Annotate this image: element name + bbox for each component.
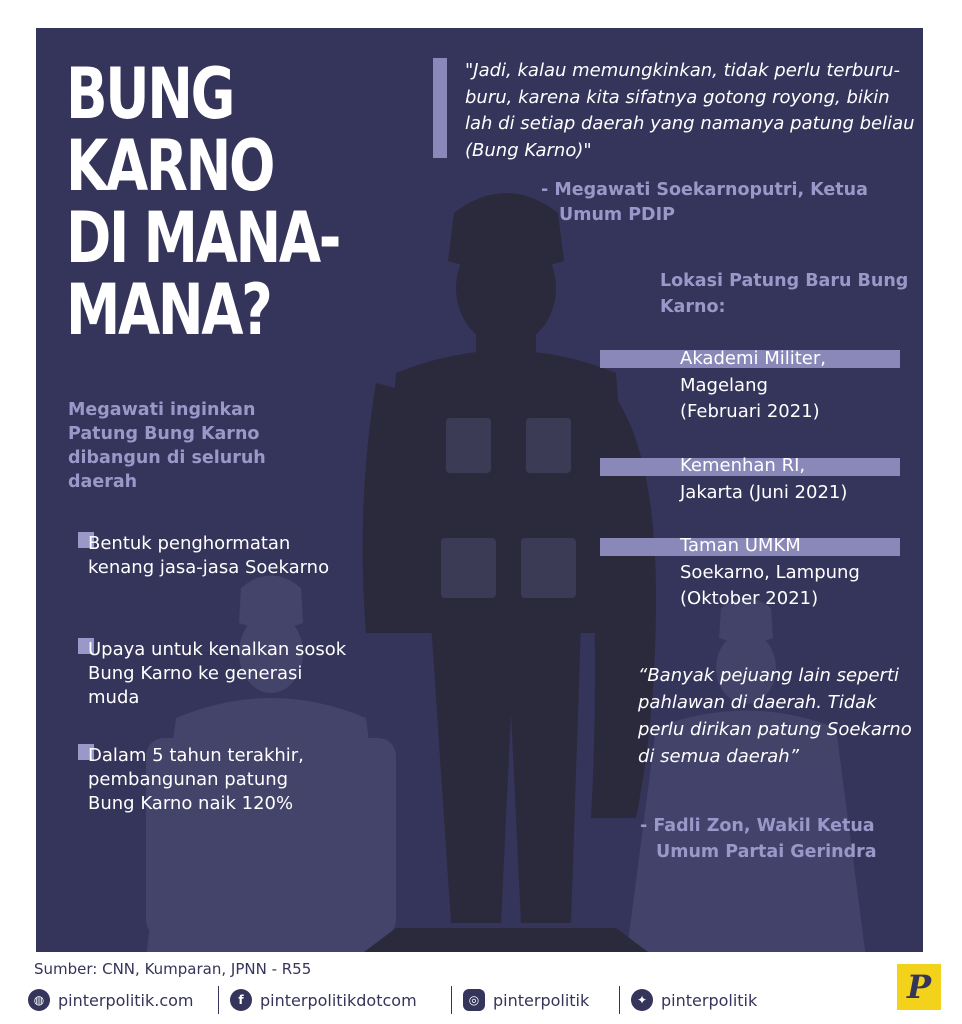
- bullet-item: [78, 744, 348, 816]
- megawati-attribution-line2: Umum PDIP: [559, 205, 675, 225]
- location-line: Kemenhan RI,: [680, 455, 806, 476]
- location-item: [680, 346, 920, 426]
- website-label: pinterpolitik.com: [58, 990, 194, 1010]
- location-line: Taman UMKM: [680, 535, 801, 556]
- title-line-1: BUNG: [66, 53, 234, 135]
- facebook-link[interactable]: [230, 988, 417, 1012]
- twitter-label: pinterpolitik: [661, 990, 758, 1010]
- bullet-item: [78, 532, 348, 580]
- footer-divider: [218, 986, 219, 1014]
- megawati-quote: "Jadi, kalau memungkinkan, tidak perlu terburu-buru, karena kita sifatnya gotong royong, bikin lah di setiap daerah yang namanya patung beliau (Bung Karno)": [465, 60, 915, 161]
- bullet-text: Upaya untuk kenalkan sosok Bung Karno ke generasi muda: [88, 639, 347, 708]
- facebook-icon: f: [230, 989, 252, 1011]
- fadli-zon-quote: “Banyak pejuang lain seperti pahlawan di daerah. Tidak perlu dirikan patung Soekarno di semua daerah”: [638, 665, 912, 767]
- location-line: Magelang: [680, 374, 768, 396]
- instagram-label: pinterpolitik: [493, 990, 590, 1010]
- twitter-link[interactable]: [631, 988, 757, 1012]
- lokasi-title: Lokasi Patung Baru Bung Karno:: [660, 271, 909, 317]
- location-item: [680, 453, 920, 506]
- bullet-item: [78, 638, 348, 710]
- subtitle: Megawati inginkan Patung Bung Karno dibangun di seluruh daerah: [68, 400, 266, 492]
- location-line: (Februari 2021): [680, 401, 820, 422]
- location-line: Soekarno, Lampung: [680, 561, 860, 583]
- footer-divider: [451, 986, 452, 1014]
- title-line-4: MANA?: [66, 269, 271, 351]
- facebook-label: pinterpolitikdotcom: [260, 990, 417, 1010]
- page-title: [66, 53, 347, 351]
- globe-icon: ◍: [28, 989, 50, 1011]
- quote-accent-bar: [433, 58, 447, 158]
- footer-divider: [619, 986, 620, 1014]
- fadli-attribution-line2: Umum Partai Gerindra: [656, 842, 877, 862]
- location-item: [680, 533, 920, 613]
- main-statue-image: [336, 168, 676, 952]
- instagram-link[interactable]: [463, 988, 589, 1012]
- title-line-2: KARNO: [66, 125, 274, 207]
- bullet-text: Bentuk penghormatan kenang jasa-jasa Soekarno: [88, 533, 330, 578]
- location-line: (Oktober 2021): [680, 588, 819, 609]
- source-text: Sumber: CNN, Kumparan, JPNN - R55: [34, 960, 312, 978]
- fadli-attribution-line1: - Fadli Zon, Wakil Ketua: [640, 816, 875, 836]
- twitter-icon: ✦: [631, 989, 653, 1011]
- title-line-3: DI MANA-: [66, 197, 340, 279]
- location-line: Jakarta (Juni 2021): [680, 481, 848, 503]
- instagram-icon: ◎: [463, 989, 485, 1011]
- location-line: Akademi Militer,: [680, 348, 826, 369]
- bullet-text: Dalam 5 tahun terakhir, pembangunan patung Bung Karno naik 120%: [88, 745, 304, 814]
- website-link[interactable]: [28, 988, 194, 1012]
- pinterpolitik-logo: P: [897, 964, 941, 1010]
- megawati-attribution-line1: - Megawati Soekarnoputri, Ketua: [541, 180, 868, 200]
